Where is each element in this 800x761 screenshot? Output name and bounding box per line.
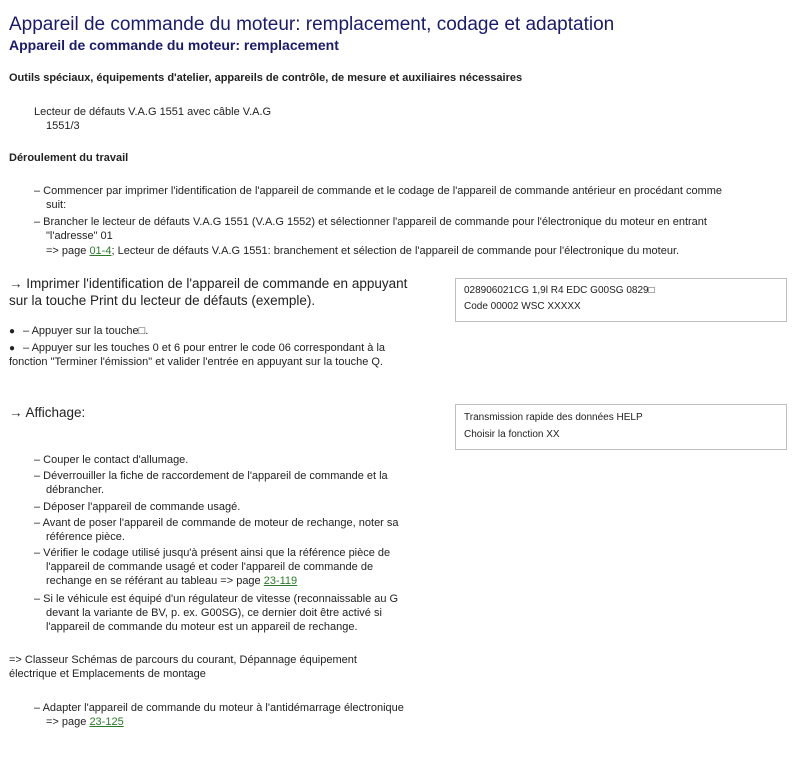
list2-item-5-line2: l'appareil de commande usagé et coder l'appareil de commande de	[46, 561, 374, 573]
list2-item-5-line1: – Vérifier le codage utilisé jusqu'à présent ainsi que la référence pièce de	[34, 547, 391, 559]
page-title: Appareil de commande du moteur: remplacement, codage et adaptation	[9, 14, 615, 35]
final-step-ref-prefix: => page	[46, 716, 90, 728]
display-box-1-line1: 028906021CG 1,9l R4 EDC G00SG 0829□	[464, 285, 655, 296]
final-step-line1: – Adapter l'appareil de commande du moteur à l'antidémarrage électronique	[34, 702, 404, 714]
list2-item-5-line3	[46, 574, 297, 588]
display-box-help	[455, 404, 787, 450]
page-link-23-125[interactable]: 23-125	[89, 716, 124, 728]
list2-item-1: – Couper le contact d'allumage.	[34, 454, 189, 466]
tools-heading: Outils spéciaux, équipements d'atelier, appareils de contrôle, de mesure et auxiliaires nécessaires	[9, 72, 523, 84]
page-subtitle: Appareil de commande du moteur: remplacement	[9, 37, 339, 53]
display-box-1-line2: Code 00002 WSC XXXXX	[464, 301, 581, 312]
bullet-1: – Appuyer sur la touche□.	[23, 325, 149, 337]
tool-item-line1: Lecteur de défauts V.A.G 1551 avec câble V.A.G	[34, 106, 272, 118]
bullet-2-line1: – Appuyer sur les touches 0 et 6 pour entrer le code 06 correspondant à la	[23, 342, 386, 354]
list2-item-3: – Déposer l'appareil de commande usagé.	[34, 501, 241, 513]
list2-item-4-line2: référence pièce.	[46, 531, 125, 543]
bullet-2-line2: fonction "Terminer l'émission" et valider l'entrée en appuyant sur la touche Q.	[9, 356, 383, 368]
step-2-ref-suffix: ; Lecteur de défauts V.A.G 1551: branchement et sélection de l'appareil de commande pour l'électronique du moteur.	[111, 245, 680, 257]
work-heading: Déroulement du travail	[9, 152, 129, 164]
print-instruction-line1: → Imprimer l'identification de l'appareil de commande en appuyant	[9, 276, 408, 291]
page-link-01-4[interactable]: 01-4	[89, 245, 112, 257]
bullet-dot: ●	[9, 326, 16, 337]
display-box-identification	[455, 278, 787, 322]
wiring-ref-line1: => Classeur Schémas de parcours du courant, Dépannage équipement	[9, 654, 357, 666]
list2-item-6-line3: l'appareil de commande du moteur est un appareil de rechange.	[46, 621, 358, 633]
step-1-line2: suit:	[46, 199, 67, 211]
list2-item-5-line3-prefix: rechange en se référant au tableau => page	[46, 575, 264, 587]
list2-item-4-line1: – Avant de poser l'appareil de commande de moteur de rechange, noter sa	[34, 517, 399, 529]
step-2-line1: – Brancher le lecteur de défauts V.A.G 1551 (V.A.G 1552) et sélectionner l'appareil de commande pour l'électronique du moteur en entrant	[34, 216, 707, 228]
list2-item-6-line2: devant la variante de BV, p. ex. G00SG), ce dernier doit être activé si	[46, 607, 382, 619]
final-step-line2	[46, 715, 124, 729]
affichage-label: → Affichage:	[9, 405, 86, 420]
step-2-ref-prefix: => page	[46, 245, 90, 257]
print-instruction-line2: sur la touche Print du lecteur de défauts (exemple).	[9, 293, 316, 308]
display-box-2-line1: Transmission rapide des données HELP	[464, 412, 643, 423]
wiring-ref-line2: électrique et Emplacements de montage	[9, 668, 206, 680]
page-link-23-119[interactable]: 23-119	[263, 575, 298, 587]
step-2-line2: "l'adresse" 01	[46, 230, 113, 242]
tool-item-line2: 1551/3	[46, 120, 80, 132]
list2-item-2-line2: débrancher.	[46, 484, 105, 496]
tool-item	[34, 105, 271, 119]
bullet-dot: ●	[9, 343, 16, 354]
step-1-line1: – Commencer par imprimer l'identification de l'appareil de commande et le codage de l'appareil de commande antérieur en procédant comme	[34, 185, 723, 197]
list2-item-6-line1: – Si le véhicule est équipé d'un régulateur de vitesse (reconnaissable au G	[34, 593, 399, 605]
display-box-2-line2: Choisir la fonction XX	[464, 429, 560, 440]
list2-item-2-line1: – Déverrouiller la fiche de raccordement de l'appareil de commande et la	[34, 470, 388, 482]
step-2-ref	[46, 244, 679, 258]
